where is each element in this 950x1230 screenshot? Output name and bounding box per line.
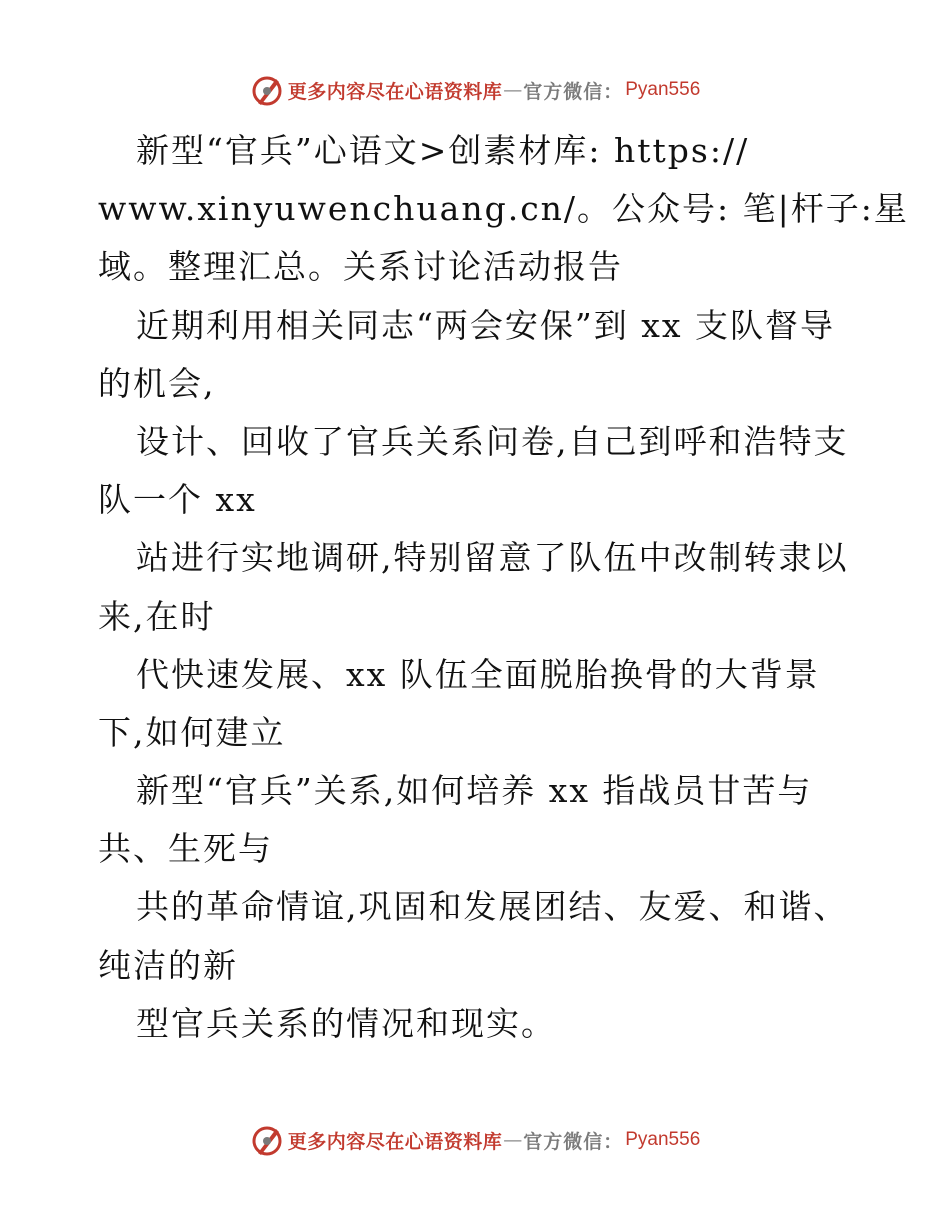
header-main-text: 更多内容尽在心语资料库 (287, 80, 503, 103)
header-wechat-label: 官方微信： (523, 80, 624, 103)
body-line: 队一个 xx (98, 480, 257, 520)
body-line: 设计、回收了官兵关系问卷,自己到呼和浩特支 (136, 421, 849, 461)
header-wechat-id: Pyan556 (625, 79, 701, 100)
body-line: 型官兵关系的情况和现实。 (136, 1003, 556, 1043)
body-line: 新型“官兵”关系,如何培养 xx 指战员甘苦与 (136, 771, 813, 811)
header-dash: — (503, 79, 523, 101)
document-body (98, 122, 909, 1053)
footer-main-text: 更多内容尽在心语资料库 (287, 1130, 503, 1153)
footer-wechat-label: 官方微信： (523, 1130, 624, 1153)
body-line: 共的革命情谊,巩固和发展团结、友爱、和谐、 (136, 887, 849, 927)
header-banner (0, 70, 950, 110)
body-line: 代快速发展、xx 队伍全面脱胎换骨的大背景 (136, 654, 820, 694)
footer-banner (0, 1120, 950, 1160)
footer-wechat-id: Pyan556 (625, 1129, 701, 1150)
body-line: 新型“官兵”心语文>创素材库: https:// (136, 131, 750, 170)
brush-logo-icon (250, 73, 284, 107)
body-line: 的机会, (98, 363, 216, 403)
footer-dash: — (503, 1129, 523, 1151)
body-line: 来,在时 (98, 596, 216, 636)
body-line: 纯洁的新 (98, 945, 238, 985)
body-line: www.xinyuwenchuang.cn/。公众号: 笔|杆子:星 (98, 189, 909, 229)
body-line: 站进行实地调研,特别留意了队伍中改制转隶以 (136, 538, 849, 578)
body-line: 共、生死与 (98, 829, 273, 869)
body-line: 近期利用相关同志“两会安保”到 xx 支队督导 (136, 305, 835, 345)
body-line: 域。整理汇总。关系讨论活动报告 (98, 247, 623, 287)
brush-logo-icon (250, 1123, 284, 1157)
body-line: 下,如何建立 (98, 712, 286, 752)
